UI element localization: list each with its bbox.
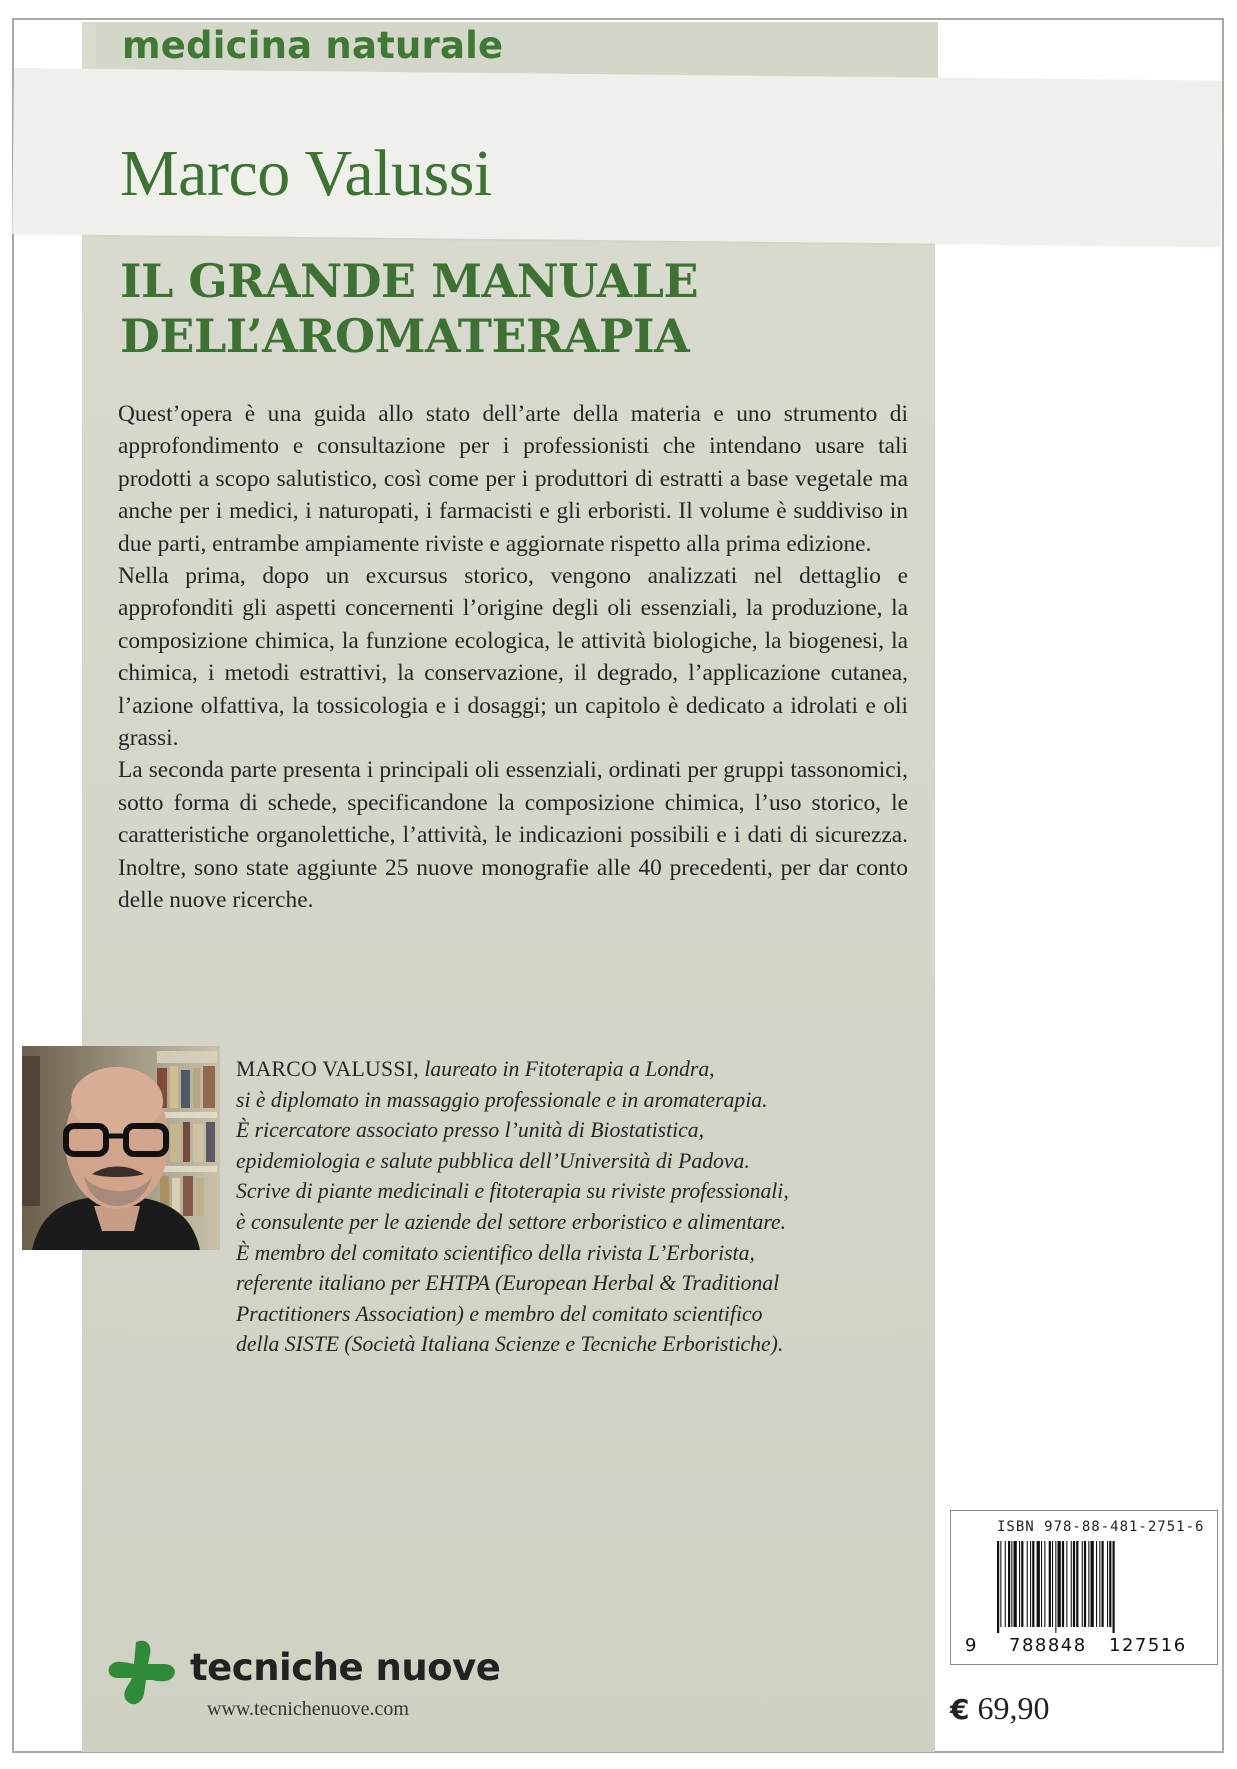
barcode-bar bbox=[1052, 1541, 1053, 1627]
barcode-bar bbox=[1019, 1541, 1020, 1627]
barcode-digit-lead: 9 bbox=[965, 1635, 978, 1656]
bio-line-5: Scrive di piante medicinali e fitoterapia su riviste professionali, bbox=[236, 1179, 789, 1204]
series-label: medicina naturale bbox=[122, 24, 504, 67]
barcode-bar bbox=[997, 1541, 999, 1633]
author-bio bbox=[236, 1054, 936, 1360]
bio-line-10: della SISTE (Società Italiana Scienze e Tecniche Erboristiche). bbox=[236, 1332, 784, 1357]
bio-line-4: epidemiologia e salute pubblica dell’Università di Padova. bbox=[236, 1148, 750, 1173]
barcode-bar bbox=[1008, 1541, 1010, 1627]
barcode-bar bbox=[1032, 1541, 1034, 1627]
price-amount: 69,90 bbox=[977, 1690, 1050, 1726]
barcode-bar bbox=[1071, 1541, 1072, 1627]
isbn-label: ISBN 978-88-481-2751-6 bbox=[997, 1519, 1205, 1535]
barcode-bar bbox=[1107, 1541, 1108, 1627]
barcode-bar bbox=[1088, 1541, 1089, 1627]
description-paragraph-1: Quest’opera è una guida allo stato dell’arte della materia e uno strumento di approfondimento e consultazione per i professionisti che intendano usare tali prodotti a scopo salutistico, così come per i produttori di estratti a base vegetale ma anche per i medici, i naturopati, i farmacisti e gli erboristi. Il volume è suddiviso in due parti, entrambe ampiamente riviste e aggiornate rispetto alla prima edizione. bbox=[118, 401, 908, 557]
barcode-bar bbox=[1102, 1541, 1104, 1627]
barcode-bar bbox=[1084, 1541, 1086, 1627]
barcode-bar bbox=[1109, 1541, 1111, 1627]
barcode-digits-left: 788848 bbox=[1009, 1635, 1087, 1656]
barcode-bar bbox=[1030, 1541, 1031, 1627]
bio-line-7: È membro del comitato scientifico della rivista L’Erborista, bbox=[236, 1240, 755, 1265]
author-photo bbox=[22, 1046, 220, 1250]
barcode-bar bbox=[1055, 1541, 1056, 1633]
barcode-icon bbox=[997, 1541, 1209, 1633]
description bbox=[118, 398, 908, 917]
title-line-2: DELL’AROMATERAPIA bbox=[120, 309, 690, 363]
barcode-bar bbox=[1076, 1541, 1078, 1627]
bio-line-2: si è diplomato in massaggio professionale e in aromaterapia. bbox=[236, 1087, 768, 1112]
barcode-bar bbox=[1058, 1541, 1061, 1627]
euro-icon: € bbox=[950, 1693, 970, 1726]
barcode-bar bbox=[1049, 1541, 1051, 1627]
barcode-bar bbox=[1082, 1541, 1083, 1627]
description-paragraph-3: La seconda parte presenta i principali oli essenziali, ordinati per gruppi tassonomici, sotto forma di schede, specificandone la composizione chimica, l’uso storico, le caratteristiche organolettiche, l’attività, le indicazioni possibili e i dati di sicurezza. Inoltre, sono state aggiunte 25 nuove monografie alle 40 precedenti, per dar conto delle nuove ricerche. bbox=[118, 757, 908, 914]
barcode-bar bbox=[1027, 1541, 1028, 1627]
bio-line-6: è consulente per le aziende del settore erboristico e alimentare. bbox=[236, 1209, 787, 1234]
bio-line-8: referente italiano per EHTPA (European Herbal & Traditional bbox=[236, 1271, 780, 1296]
barcode-bar bbox=[1037, 1541, 1040, 1627]
barcode-bar bbox=[1014, 1541, 1017, 1627]
barcode-digits-right: 127516 bbox=[1109, 1635, 1187, 1656]
publisher-logo-icon bbox=[106, 1638, 178, 1708]
bio-line-9: Practitioners Association) e membro del comitato scientifico bbox=[236, 1301, 763, 1326]
barcode-bar bbox=[1096, 1541, 1097, 1627]
publisher-website: www.tecnichenuove.com bbox=[207, 1698, 409, 1720]
barcode-bar bbox=[1099, 1541, 1100, 1627]
barcode-bar bbox=[1113, 1541, 1115, 1633]
bio-line-1-text: laureato in Fitoterapia a Londra, bbox=[424, 1057, 715, 1081]
title-line-1: IL GRANDE MANUALE bbox=[120, 254, 699, 308]
description-paragraph-2: Nella prima, dopo un excursus storico, vengono analizzati nel dettaglio e approfonditi gli aspetti concernenti l’origine degli oli essenziali, la produzione, la composizione chimica, la funzione ecologica, le attività biologiche, la biogenesi, la chimica, i metodi estrattivi, la conservazione, il degrado, l’applicazione cutanea, l’azione olfattiva, la tossicologia e i dosaggi; un capitolo è dedicato a idrolati e oli grassi. bbox=[118, 563, 908, 752]
isbn-barcode-box bbox=[950, 1510, 1218, 1665]
barcode-bar bbox=[1073, 1541, 1075, 1627]
price bbox=[950, 1690, 1049, 1727]
bio-line-1 bbox=[236, 1054, 936, 1085]
publisher-name: tecniche nuove bbox=[190, 1646, 501, 1689]
barcode-bar bbox=[1011, 1541, 1012, 1627]
barcode-bar bbox=[1091, 1541, 1094, 1627]
barcode-bar bbox=[1044, 1541, 1045, 1627]
barcode-bar bbox=[1041, 1541, 1042, 1627]
barcode-bar bbox=[1005, 1541, 1006, 1627]
bio-name: MARCO VALUSSI, bbox=[236, 1057, 419, 1081]
book-title bbox=[120, 254, 840, 364]
author-name: Marco Valussi bbox=[120, 137, 492, 210]
barcode-bar bbox=[1000, 1541, 1001, 1627]
barcode-bar bbox=[1062, 1541, 1064, 1627]
bio-line-3: È ricercatore associato presso l’unità di Biostatistica, bbox=[236, 1118, 705, 1143]
barcode-bar bbox=[1066, 1541, 1067, 1627]
barcode-bar bbox=[1021, 1541, 1023, 1627]
